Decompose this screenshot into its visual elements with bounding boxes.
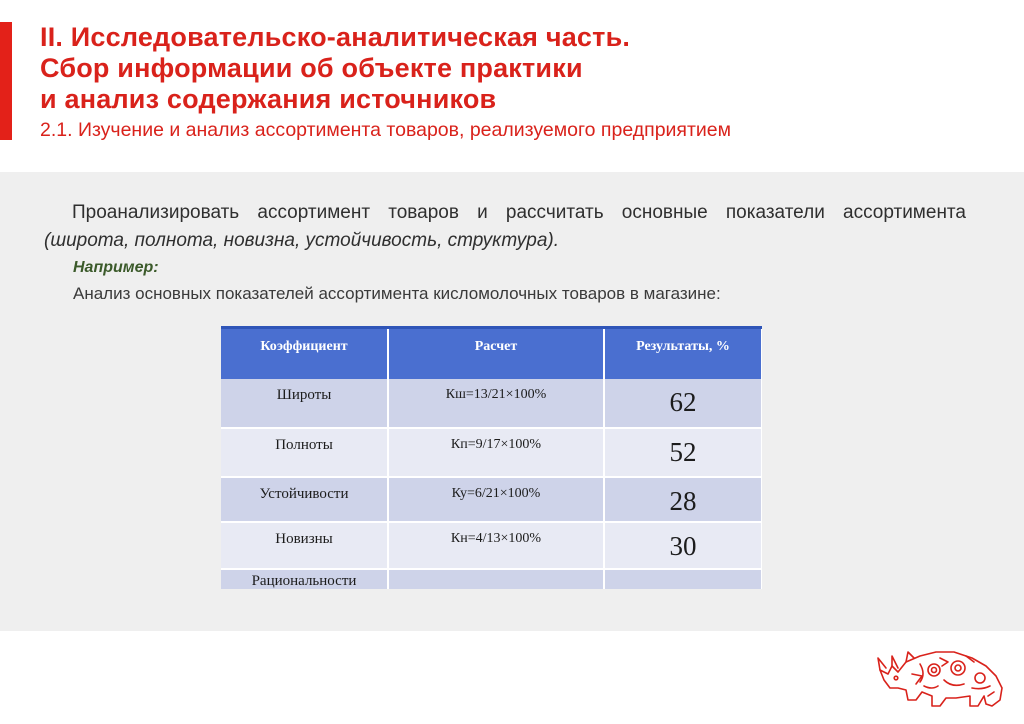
cell-result: 30 xyxy=(604,522,762,569)
page-subtitle: 2.1. Изучение и анализ ассортимента товаров, реализуемого предприятием xyxy=(40,119,732,141)
cell-coefficient: Широты xyxy=(221,379,388,428)
cell-calculation: Ку=6/21×100% xyxy=(388,477,604,522)
cell-calculation xyxy=(388,569,604,590)
indicators-table-wrap xyxy=(221,326,762,589)
title-line-3: и анализ содержания источников xyxy=(40,84,497,114)
cell-result: 52 xyxy=(604,428,762,477)
accent-bar xyxy=(0,22,12,140)
indicators-table xyxy=(221,326,762,589)
cell-calculation: Кп=9/17×100% xyxy=(388,428,604,477)
header-coefficient: Коэффициент xyxy=(221,328,388,379)
title-line-2: Сбор информации об объекте практики xyxy=(40,53,583,83)
cell-coefficient: Устойчивости xyxy=(221,477,388,522)
cell-calculation: Кш=13/21×100% xyxy=(388,379,604,428)
table-row xyxy=(221,428,762,477)
cell-coefficient: Рациональности xyxy=(221,569,388,590)
table-header-row xyxy=(221,328,762,379)
task-italic: (широта, полнота, новизна, устойчивость, структура). xyxy=(44,230,560,251)
cell-coefficient: Полноты xyxy=(221,428,388,477)
table-row xyxy=(221,477,762,522)
header-calculation: Расчет xyxy=(388,328,604,379)
table-row xyxy=(221,569,762,590)
table-row xyxy=(221,522,762,569)
cell-result xyxy=(604,569,762,590)
cell-result: 28 xyxy=(604,477,762,522)
table-row xyxy=(221,379,762,428)
example-text: Анализ основных показателей ассортимента кисломолочных товаров в магазине: xyxy=(73,284,721,303)
rhino-logo-icon xyxy=(876,640,1008,714)
task-paragraph xyxy=(44,199,966,255)
header-results: Результаты, % xyxy=(604,328,762,379)
example-label: Например: xyxy=(73,259,159,276)
cell-calculation: Кн=4/13×100% xyxy=(388,522,604,569)
page-title xyxy=(40,22,630,115)
task-text: Проанализировать ассортимент товаров и рассчитать основные показатели ассортимента xyxy=(72,202,966,223)
cell-coefficient: Новизны xyxy=(221,522,388,569)
cell-result: 62 xyxy=(604,379,762,428)
title-line-1: II. Исследовательско-аналитическая часть. xyxy=(40,22,631,52)
